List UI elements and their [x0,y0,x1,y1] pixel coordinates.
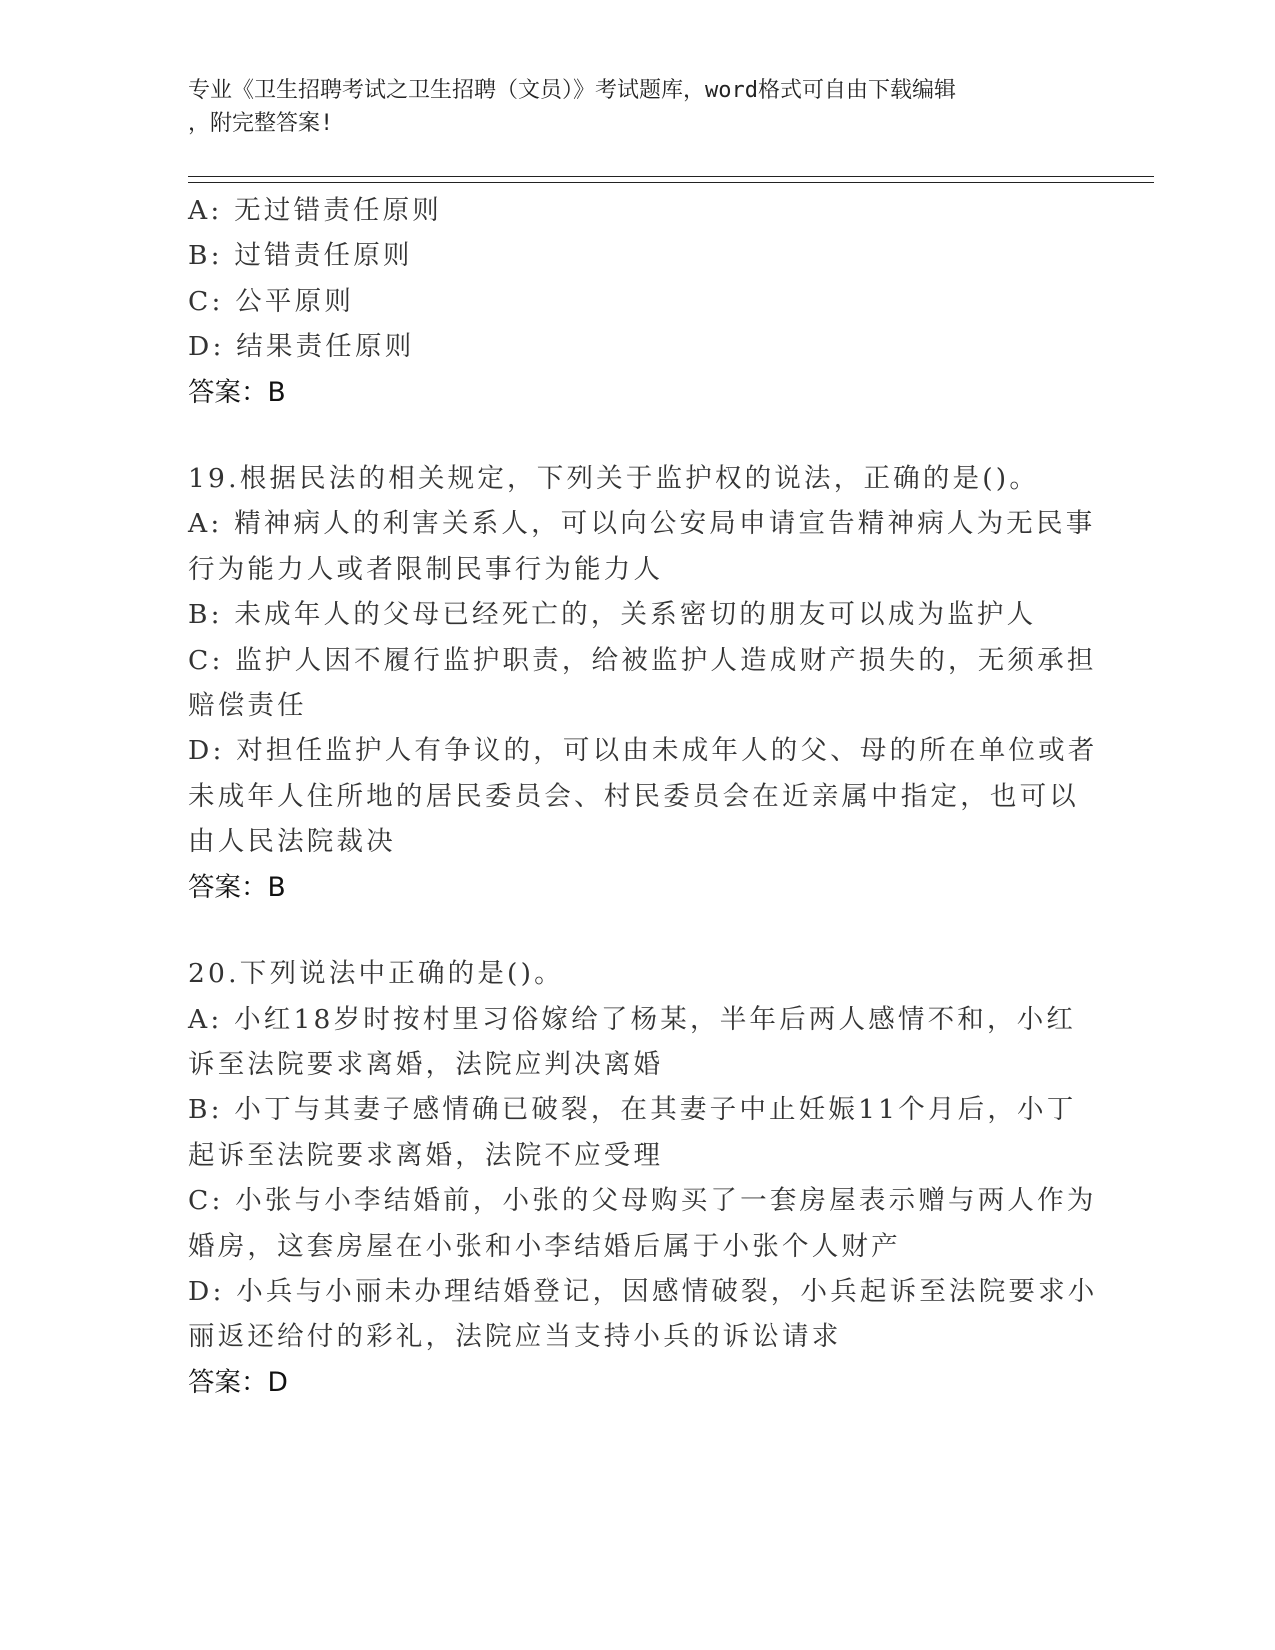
q18-option-b: B: 过错责任原则 [188,240,413,272]
header-divider-top [188,176,1154,177]
q19-answer: 答案：B [188,871,286,903]
header-line-1: 专业《卫生招聘考试之卫生招聘（文员）》考试题库，word格式可自由下载编辑 [188,78,956,103]
q20-option-d-line-1: D: 小兵与小丽未办理结婚登记，因感情破裂，小兵起诉至法院要求小 [188,1275,1098,1307]
q19-option-d-line-1: D: 对担任监护人有争议的，可以由未成年人的父、母的所在单位或者 [188,735,1098,767]
q20-option-a-line-1: A: 小红18岁时按村里习俗嫁给了杨某，半年后两人感情不和，小红 [188,1003,1077,1035]
question-20-block [188,951,1098,1405]
q20-option-a-line-2: 诉至法院要求离婚，法院应判决离婚 [188,1048,664,1080]
q19-question: 19.根据民法的相关规定，下列关于监护权的说法，正确的是()。 [188,463,1040,495]
q19-option-c-line-1: C: 监护人因不履行监护职责，给被监护人造成财产损失的，无须承担 [188,644,1097,676]
q18-option-c: C: 公平原则 [188,285,355,317]
q19-option-c-line-2: 赔偿责任 [188,690,307,722]
q19-option-d-line-3: 由人民法院裁决 [188,826,396,858]
header-divider-bottom [188,182,1154,183]
q20-answer: 答案：D [188,1366,288,1398]
q19-option-d-line-2: 未成年人住所地的居民委员会、村民委员会在近亲属中指定，也可以 [188,780,1079,812]
header-line-2: ，附完整答案! [188,111,334,136]
q19-option-b: B: 未成年人的父母已经死亡的，关系密切的朋友可以成为监护人 [188,599,1037,631]
q18-answer: 答案：B [188,376,286,408]
q20-question: 20.下列说法中正确的是()。 [188,958,564,990]
q18-option-a: A: 无过错责任原则 [188,195,442,226]
q20-option-d-line-2: 丽返还给付的彩礼，法院应当支持小兵的诉讼请求 [188,1321,842,1353]
q19-option-a-line-2: 行为能力人或者限制民事行为能力人 [188,553,664,585]
q20-option-b-line-2: 起诉至法院要求离婚，法院不应受理 [188,1139,664,1171]
q20-option-c-line-1: C: 小张与小李结婚前，小张的父母购买了一套房屋表示赠与两人作为 [188,1185,1097,1217]
q20-option-c-line-2: 婚房，这套房屋在小张和小李结婚后属于小张个人财产 [188,1230,901,1262]
question-18-block [188,188,1068,415]
q20-option-b-line-1: B: 小丁与其妻子感情确已破裂，在其妻子中止妊娠11个月后，小丁 [188,1094,1077,1126]
q19-option-a-line-1: A: 精神病人的利害关系人，可以向公安局申请宣告精神病人为无民事 [188,508,1096,540]
document-header [188,74,1068,140]
q18-option-d: D: 结果责任原则 [188,331,415,363]
question-19-block [188,456,1098,910]
question-content [188,188,1098,1405]
